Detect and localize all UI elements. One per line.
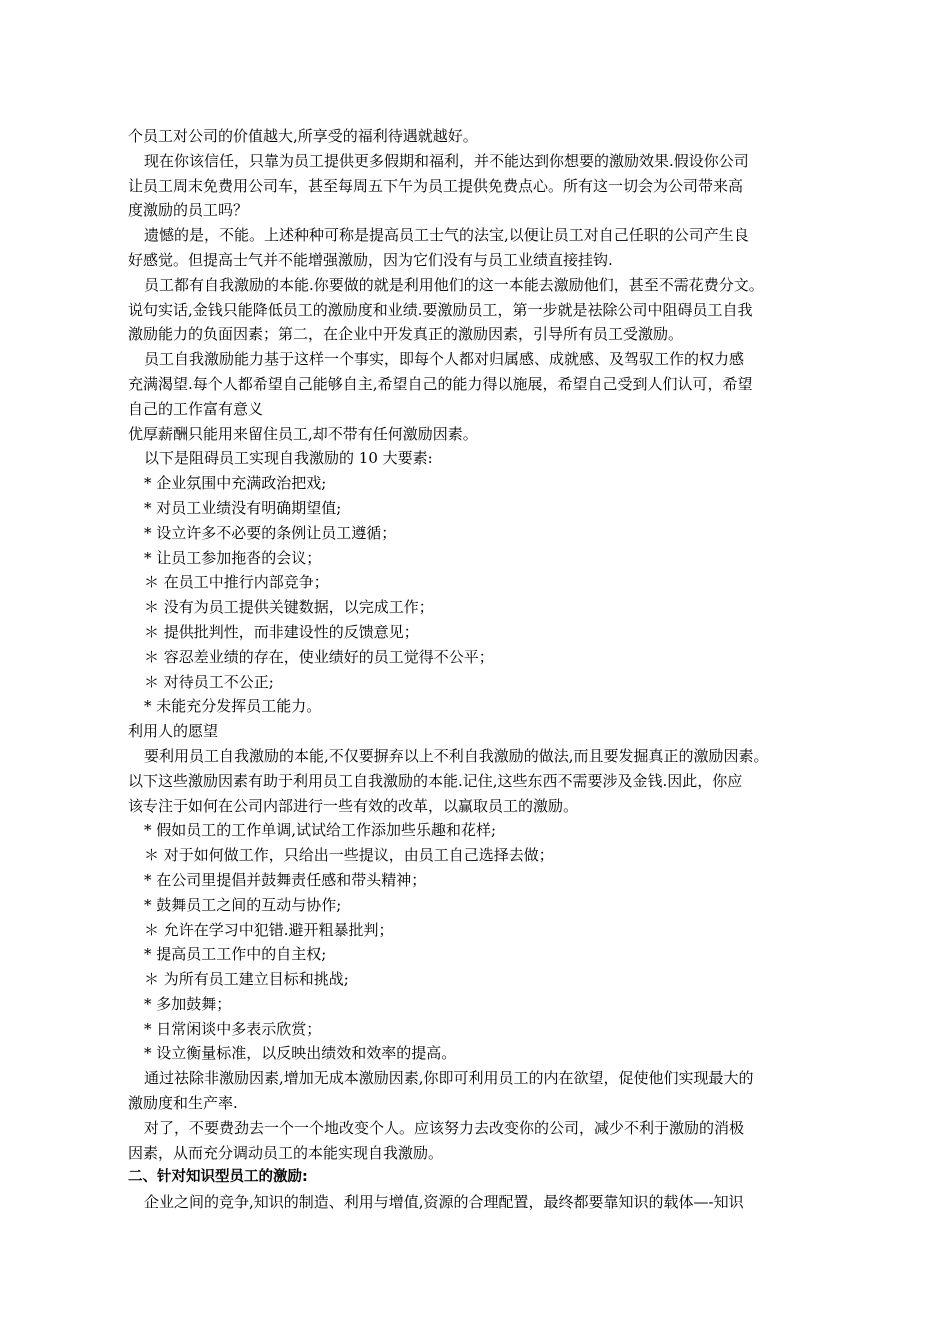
text-line: 因素，从而充分调动员工的本能实现自我激励。: [128, 1143, 444, 1162]
paragraph-start: 通过祛除非激励因素,增加无成本激励因素,你即可利用员工的内在欲望，促使他们实现最大的: [144, 1069, 754, 1088]
list-item: ＊ 提供批判性，而非建设性的反馈意见；: [144, 622, 419, 641]
list-item: * 假如员工的工作单调,试试给工作添加些乐趣和花样;: [144, 821, 497, 840]
section-subtitle: 利用人的愿望: [128, 722, 219, 741]
text-line: 让员工周末免费用公司车，甚至每周五下午为员工提供免费点心。所有这一切会为公司带来高: [128, 176, 744, 195]
text-line: 该专注于如何在公司内部进行一些有效的改革，以赢取员工的激励。: [128, 796, 579, 815]
text-line: 激励能力的负面因素；第二，在企业中开发真正的激励因素，引导所有员工受激励。: [128, 325, 684, 344]
list-item: * 在公司里提倡并鼓舞责任感和带头精神；: [144, 870, 427, 889]
text-line: 以下这些激励因素有助于利用员工自我激励的本能.记住,这些东西不需要涉及金钱.因此，你应: [128, 771, 743, 790]
list-item: * 鼓舞员工之间的互动与协作;: [144, 895, 342, 914]
text-line: 激励度和生产率.: [128, 1094, 238, 1113]
list-item: ＊ 为所有员工建立目标和挑战;: [144, 970, 349, 989]
list-item: * 让员工参加拖沓的会议；: [144, 548, 322, 567]
list-item: * 设立许多不必要的条例让员工遵循；: [144, 523, 397, 542]
paragraph-start: 企业之间的竞争,知识的制造、利用与增值,资源的合理配置，最终都要靠知识的载体—-知识: [144, 1193, 744, 1212]
document-body: [128, 124, 828, 1215]
paragraph-start: 对了，不要费劲去一个一个地改变个人。应该努力去改变你的公司，减少不利于激励的消极: [144, 1118, 745, 1137]
paragraph-start: 遗憾的是，不能。上述种种可称是提高员工士气的法宝,以便让员工对自己任职的公司产生良: [144, 226, 749, 245]
paragraph-start: 以下是阻碍员工实现自我激励的 10 大要素:: [144, 449, 433, 468]
paragraph-start: 员工都有自我激励的本能.你要做的就是利用他们的这一本能去激励他们，甚至不需花费分文。: [144, 275, 764, 294]
paragraph-start: 要利用员工自我激励的本能,不仅要摒弃以上不利自我激励的做法,而且要发掘真正的激励因素。: [144, 746, 769, 765]
text-line: 好感觉。但提高士气并不能增强激励，因为它们没有与员工业绩直接挂钩.: [128, 250, 613, 269]
list-item: ＊ 在员工中推行内部竞争；: [144, 573, 329, 592]
text-line: 自己的工作富有意义: [128, 399, 264, 418]
list-item: * 多加鼓舞；: [144, 994, 232, 1013]
list-item: * 未能充分发挥员工能力。: [144, 697, 322, 716]
text-line: 充满渴望.每个人都希望自己能够自主,希望自己的能力得以施展，希望自己受到人们认可，希望: [128, 374, 753, 393]
text-line: 说句实话,金钱只能降低员工的激励度和业绩.要激励员工，第一步就是祛除公司中阻碍员工自我: [128, 300, 753, 319]
list-item: ＊ 容忍差业绩的存在，使业绩好的员工觉得不公平；: [144, 647, 494, 666]
text-line: 度激励的员工吗？: [128, 201, 249, 220]
paragraph-start: 员工自我激励能力基于这样一个事实，即每个人都对归属感、成就感、及驾驭工作的权力感: [144, 350, 745, 369]
list-item: * 日常闲谈中多表示欣赏；: [144, 1019, 322, 1038]
text-line: 优厚薪酬只能用来留住员工,却不带有任何激励因素。: [128, 424, 478, 443]
list-item: ＊ 对于如何做工作，只给出一些提议，由员工自己选择去做；: [144, 846, 554, 865]
list-item: * 提高员工工作中的自主权;: [144, 945, 327, 964]
list-item: ＊ 对待员工不公正;: [144, 672, 274, 691]
list-item: * 对员工业绩没有明确期望值;: [144, 498, 342, 517]
list-item: ＊ 允许在学习中犯错.避开粗暴批判；: [144, 920, 394, 939]
list-item: ＊ 没有为员工提供关键数据，以完成工作；: [144, 598, 434, 617]
list-item: * 设立衡量标准，以反映出绩效和效率的提高。: [144, 1044, 457, 1063]
list-item: * 企业氛围中充满政治把戏;: [144, 474, 327, 493]
section-heading: 二、针对知识型员工的激励:: [128, 1169, 308, 1186]
text-line: 个员工对公司的价值越大,所享受的福利待遇就越好。: [128, 127, 478, 145]
paragraph-start: 现在你该信任，只靠为员工提供更多假期和福利，并不能达到你想要的激励效果.假设你公司: [144, 151, 749, 170]
